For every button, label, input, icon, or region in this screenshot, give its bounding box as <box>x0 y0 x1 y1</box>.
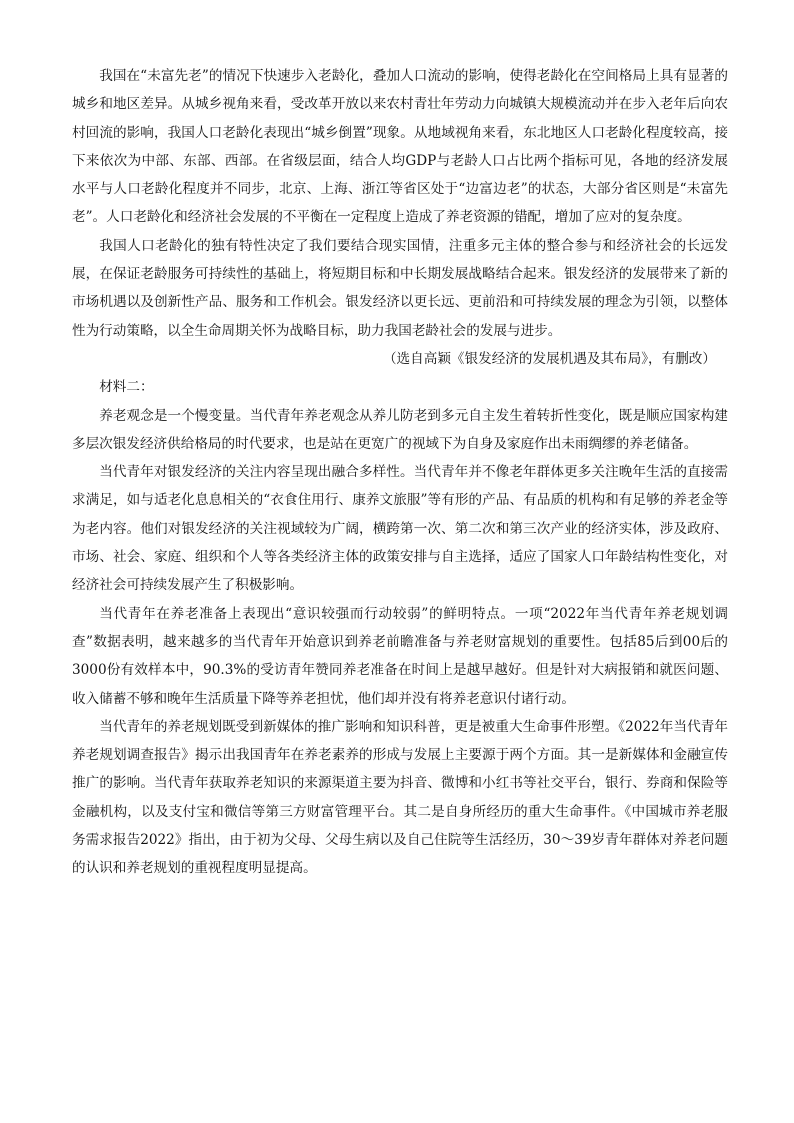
source-citation: （选自高颖《银发经济的发展机遇及其布局》，有删改） <box>382 350 716 367</box>
document-page <box>72 62 728 883</box>
material-heading: 材料二： <box>99 379 154 396</box>
body-paragraph: 当代青年在养老准备上表现出“意识较强而行动较弱”的鲜明特点。一项“2022年当代青年养老规划调查”数据表明，越来越多的当代青年开始意识到养老前瞻准备与养老财富规划的重要性。包括85后到00后的3000份有效样本中，90.3%的受访青年赞同养老准备在时间上是越早越好。但是针对大病报销和就医问题、收入储蓄不够和晚年生活质量下降等养老担忧，他们却并没有将养老意识付诸行动。 <box>72 605 728 707</box>
body-paragraph: 当代青年对银发经济的关注内容呈现出融合多样性。当代青年并不像老年群体更多关注晚年生活的直接需求满足，如与适老化息息相关的“衣食住用行、康养文旅服”等有形的产品、有品质的机构和有足够的养老金等为老内容。他们对银发经济的关注视域较为广阔，横跨第一次、第二次和第三次产业的经济实体，涉及政府、市场、社会、家庭、组织和个人等各类经济主体的政策安排与自主选择，适应了国家人口年龄结构性变化，对经济社会可持续发展产生了积极影响。 <box>72 464 728 594</box>
body-paragraph: 当代青年的养老规划既受到新媒体的推广影响和知识科普，更是被重大生命事件形塑。《2022年当代青年养老规划调查报告》揭示出我国青年在养老素养的形成与发展上主要源于两个方面。其一是新媒体和金融宣传推广的影响。当代青年获取养老知识的来源渠道主要为抖音、微博和小红书等社交平台，银行、券商和保险等金融机构，以及支付宝和微信等第三方财富管理平台。其二是自身所经历的重大生命事件。《中国城市养老服务需求报告2022》指出，由于初为父母、父母生病以及自己住院等生活经历，30～39岁青年群体对养老问题的认识和养老规划的重视程度明显提高。 <box>72 718 728 877</box>
body-paragraph: 我国人口老龄化的独有特性决定了我们要结合现实国情，注重多元主体的整合参与和经济社会的长远发展，在保证老龄服务可持续性的基础上，将短期目标和中长期发展战略结合起来。银发经济的发展带来了新的市场机遇以及创新性产品、服务和工作机会。银发经济以更长远、更前沿和可持续发展的理念为引领，以整体性为行动策略，以全生命周期关怀为战略目标，助力我国老龄社会的发展与进步。 <box>72 237 728 339</box>
body-paragraph: 我国在“未富先老”的情况下快速步入老龄化，叠加人口流动的影响，使得老龄化在空间格局上具有显著的城乡和地区差异。从城乡视角来看，受改革开放以来农村青壮年劳动力向城镇大规模流动并在步入老年后向农村回流的影响，我国人口老龄化表现出“城乡倒置”现象。从地域视角来看，东北地区人口老龄化程度较高，接下来依次为中部、东部、西部。在省级层面，结合人均GDP与老龄人口占比两个指标可见，各地的经济发展水平与人口老龄化程度并不同步，北京、上海、浙江等省区处于“边富边老”的状态，大部分省区则是“未富先老”。人口老龄化和经济社会发展的不平衡在一定程度上造成了养老资源的错配，增加了应对的复杂度。 <box>72 68 728 226</box>
body-paragraph: 养老观念是一个慢变量。当代青年养老观念从养儿防老到多元自主发生着转折性变化，既是顺应国家构建多层次银发经济供给格局的时代要求，也是站在更宽广的视域下为自身及家庭作出未雨绸缪的养老储备。 <box>72 407 728 452</box>
